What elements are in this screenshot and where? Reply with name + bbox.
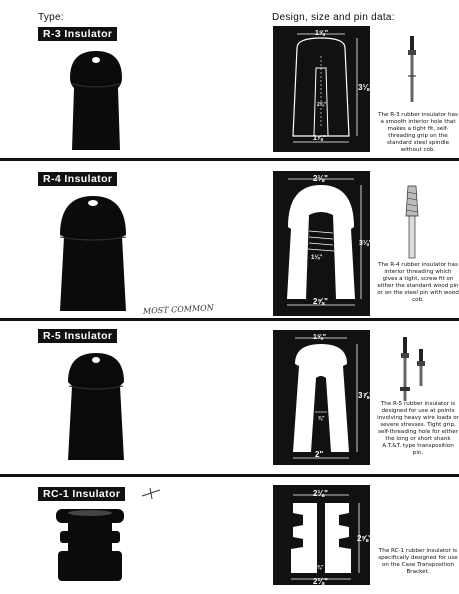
r4-design-panel [273,171,373,316]
label-r5: R-5 Insulator [38,329,117,343]
r4-description: The R-4 rubber insulator has interior threading which gives a tight, screw fit on either the standard wood pin or on the steel pin with wood cob. [377,262,459,303]
label-r4: R-4 Insulator [38,172,117,186]
r5-dim-hole: ⅜" [318,416,325,422]
rc1-dim-top: 2⅛" [313,489,328,498]
divider-1 [0,158,459,161]
label-rc1: RC-1 Insulator [38,487,125,501]
spindle-pin-icon [405,36,419,102]
r5-description: The R-5 rubber insulator is designed for use at points involving heavy wire loads or severe stresses. Tight grip, self-threading hole for either the long or short shank A.T.&T. type transposition pin. [377,401,459,456]
check-mark-icon [140,486,162,500]
r4-dim-top: 2⅛" [313,174,328,183]
divider-2 [0,318,459,321]
r4-dim-thread: 1⅛" [311,255,323,261]
r3-insulator-icon [62,48,130,153]
rc1-description: The RC-1 rubber insulator is specifically designed for use on the Case Transposition Bracket. [378,548,458,575]
wood-pin-icon [402,186,422,258]
rc1-dim-bottom: 2⅛" [313,577,328,586]
rc1-dim-height: 2⅝" [357,534,372,543]
divider-3 [0,474,459,477]
r3-dim-height: 3⅛" [358,83,373,92]
r5-design-panel [273,330,373,465]
r3-dim-hole: 2⅜" [317,102,327,108]
rc1-insulator-icon [50,505,130,585]
type-header: Type: [38,12,64,23]
label-r3: R-3 Insulator [38,27,117,41]
rc1-design-panel [273,485,370,585]
transposition-pin-icon [397,337,431,401]
r4-insulator-icon [52,193,134,315]
r3-dim-top: 1⅝" [315,30,329,37]
r4-dim-bottom: 2⅝" [313,297,328,306]
r5-dim-bottom: 2" [315,450,324,459]
r3-description: The R-3 rubber insulator has a smooth interior hole that makes a tight fit, self-threading grip on the standard steel spindle without cob. [378,112,458,153]
r3-dim-bottom: 1⅞" [313,135,327,142]
r5-dim-top: 1⅝" [313,334,327,341]
r4-dim-height: 3⅛" [359,240,373,247]
r3-design-panel [273,26,373,152]
handwritten-note: MOST COMMON [142,303,214,316]
rc1-dim-hole: ⅜" [317,565,324,571]
r5-insulator-icon [60,350,132,464]
design-header: Design, size and pin data: [272,12,395,23]
r5-dim-height: 3⅞" [358,391,373,400]
